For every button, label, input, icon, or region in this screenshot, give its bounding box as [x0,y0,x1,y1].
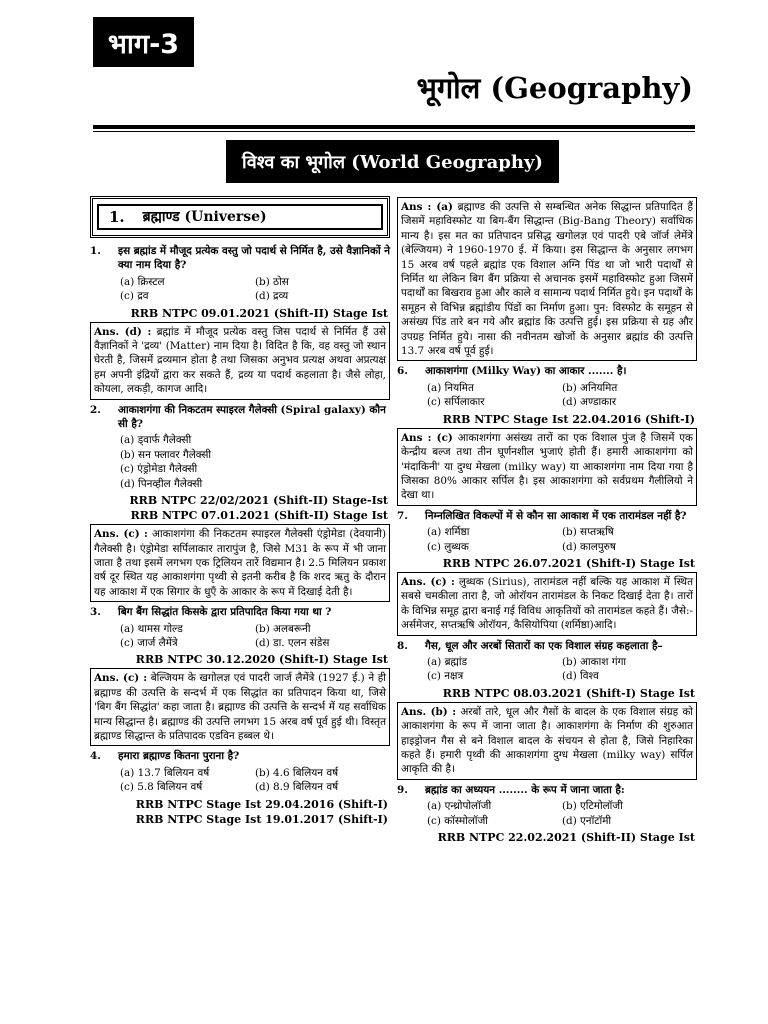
option-d: (d) एनॉटॉमी [562,814,612,827]
option-a: (a) ब्रह्मांड [427,655,468,668]
option-c: (c) कॉस्मोलॉजी [427,814,488,827]
exam-source: RRB NTPC 09.01.2021 (Shift-II) Stage Ist [130,306,388,320]
chapter-title: ब्रह्माण्ड (Universe) [142,208,267,225]
answer-box [397,702,697,780]
answer-text: अरबों तारे, धूल और गैसों के बादल के एक विशाल संग्रह को आकाशगंगा के रूप में जाना जाता है। आकाशगंगा के निर्माण की शुरुआत हाइड्रोजन गैस से बने विशाल बादल के संचयन से होता है, जिसे निहारिका कहते हैं। हमारी पृथ्वी की आकाशगंगा दुग्ध मेखला (milky way) सर्पिल आकृति की है। [401,705,693,776]
question-text: निम्नलिखित विकल्पों में से कौन सा आकाश में एक तारामंडल नहीं है? [425,509,687,522]
exam-source: RRB NTPC 26.07.2021 (Shift-I) Stage Ist [442,556,695,570]
option-a: (a) 13.7 बिलियन वर्ष [120,766,210,779]
question-number: 3. [90,606,101,619]
answer-label: Ans. (c) : [94,528,148,541]
question-3 [90,605,390,619]
option-b: (b) एटिमोलॉजी [562,800,623,813]
option-a: (a) एन्थ्रोपोलॉजी [427,800,492,813]
option-d: (d) 8.9 बिलियन वर्ष [255,781,339,794]
options [90,766,390,795]
question-text: आकाशगंगा (Milky Way) का आकार ....... है। [425,365,627,378]
exam-source: RRB NTPC Stage Ist 22.04.2016 (Shift-I) [442,412,695,426]
exam-source: RRB NTPC 08.03.2021 (Shift-I) Stage Ist [442,686,695,700]
question-number: 8. [397,639,408,652]
option-c: (c) द्रव [120,290,149,303]
section-title: विश्व का भूगोल (World Geography) [226,140,559,183]
question-text: बिग बैंग सिद्धांत किसके द्वारा प्रतिपादित किया गया था ? [118,606,332,619]
answer-label: Ans. (c) : [401,575,455,588]
answer-box [90,524,390,602]
option-b: (b) ठोस [255,275,289,288]
title-rule-thick [93,125,695,129]
exam-source: RRB NTPC 30.12.2020 (Shift-I) Stage Ist [135,653,388,667]
question-4 [90,749,390,763]
answer-box [90,668,390,746]
options [397,799,697,828]
option-b: (b) सन फ्लावर गैलेक्सी [120,448,212,461]
option-d: (d) विश्व [562,670,599,683]
options [397,525,697,554]
exam-source: RRB NTPC 22/02/2021 (Shift-II) Stage-Ist [129,494,388,508]
chapter-heading [90,196,390,238]
question-text: हमारा ब्रह्माण्ड कितना पुराना है? [118,750,240,763]
answer-label: Ans. (b) : [401,705,457,718]
option-a: (a) ड्वार्फ गैलेक्सी [120,434,192,447]
question-8 [397,639,697,653]
option-c: (c) लुब्धक [427,540,469,553]
exam-source: RRB NTPC 22.02.2021 (Shift-II) Stage Ist [437,831,695,845]
option-b: (b) 4.6 बिलियन वर्ष [255,766,339,779]
question-number: 1. [90,245,101,257]
question-7 [397,509,697,523]
question-text: इस ब्रह्मांड में मौजूद प्रत्येक वस्तु जो पदार्थ से निर्मित है, उसे वैज्ञानिकों ने क्या नाम दिया है? [118,245,391,272]
option-d: (d) पिनव्हील गैलेक्सी [120,477,203,490]
option-a: (a) नियमित [427,381,474,394]
options [397,655,697,684]
option-a: (a) क्रिस्टल [120,275,165,288]
answer-label: Ans : (a) [401,201,453,213]
part-label: भाग-3 [93,17,194,67]
option-c: (c) सर्पिलाकार [427,396,485,409]
option-b: (b) आकाश गंगा [562,655,627,668]
chapter-number: 1. [109,207,125,226]
question-number: 4. [90,750,101,763]
answer-box [397,197,697,361]
option-c: (c) नक्षत्र [427,670,464,683]
options [90,275,390,304]
answer-text: लुब्धक (Sirius), तारामंडल नहीं बल्कि यह आकाश में स्थित सबसे चमकीला तारा है, जो ओरॉयन तारामंडल के निकट दिखाई देता है। तारों के विभिन्न समूह द्वारा बनाई गई विविध आकृतियों को तारामंडल कहते हैं। जैसे:- अर्समेजर, सप्तऋषि ओरॉयन, कैसियोपिया (शर्मिष्ठा)आदि। [401,575,693,632]
option-d: (d) द्रव्य [255,290,289,303]
question-number: 6. [397,365,408,378]
option-c: (c) 5.8 बिलियन वर्ष [120,781,203,794]
answer-text: आकाशगंगा असंख्य तारों का एक विशाल पुंज है जिसमें एक केन्द्रीय बल्ज तथा तीन घूर्णनशील भुजाएं होती हैं। हमारी आकाशगंगा को 'मंदाकिनी' या दुग्ध मेखला (milky way) या आकाशगंगा नाम दिया गया है जिसका 80% आकार सर्पिल है। इस आकाशगंगा को सर्वप्रथम गैलीलियो ने देखा था। [401,431,693,502]
options [397,381,697,410]
left-column [90,196,390,827]
question-text: गैस, धूल और अरबों सितारों का एक विशाल संग्रह कहलाता है– [425,639,663,652]
answer-text: ब्रह्मांड में मौजूद प्रत्येक वस्तु जिस पदार्थ से निर्मित हैं उसे वैज्ञानिकों ने 'द्रव्य' (Matter) नाम दिया है। विदित है कि, वह वस्तु जो स्थान घेरती है, जिसमें द्रव्यमान होता है तथा जिसका अनुभव प्रत्यक्ष अथवा अप्रत्यक्ष हम अपनी इंद्रियों द्वारा कर सकते हैं, द्रव्य या पदार्थ कहलाता है। जैसे लोहा, कोयला, लकड़ी, कागज आदि। [94,325,386,396]
answer-text: आकाशगंगा की निकटतम स्पाइरल गैलेक्सी एंड्रोमेडा (देवयानी) गैलेक्सी है। एंड्रोमेडा सर्पिलाकार तारापुंज है, जिसे M31 के रूप में भी जाना जाता है तथा इसमें लगभग एक ट्रिलियन तारें विद्यमान है। 2.5 मिलियन प्रकाश वर्ष दूर स्थित यह आकाशगंगा पृथ्वी से इतनी करीब है कि शरद ऋतु के दौरान यह आकाश में एक सिगार के धुएँ के आकार के रूप में दिखाई देती है। [94,528,386,598]
option-d: (d) अण्डाकार [562,396,617,409]
answer-label: Ans. (d) : [94,325,152,338]
option-b: (b) अलबरूनी [255,622,311,635]
question-number: 9. [397,783,408,796]
answer-box [90,322,390,400]
question-text: आकाशगंगा की निकटतम स्पाइरल गैलेक्सी (Spiral galaxy) कौन सी है? [118,403,386,431]
options [90,433,390,491]
exam-source: RRB NTPC Stage Ist 19.01.2017 (Shift-I) [135,812,388,826]
exam-source: RRB NTPC Stage Ist 29.04.2016 (Shift-I) [135,797,388,811]
answer-label: Ans. (c) : [94,672,148,685]
answer-box [397,572,697,636]
option-c: (c) एंड्रोमेडा गैलेक्सी [120,463,198,476]
question-6 [397,364,697,378]
option-b: (b) सप्तऋषि [562,526,614,539]
question-1 [90,244,390,273]
option-a: (a) थामस गोल्ड [120,622,183,635]
option-c: (c) जार्ज लैमेंत्रे [120,636,178,649]
question-number: 2. [90,403,101,416]
question-9 [397,783,697,797]
options [90,622,390,651]
option-a: (a) शर्मिष्ठा [427,526,470,539]
answer-text: ब्रह्माण्ड की उत्पत्ति से सम्बन्धित अनेक सिद्धान्त प्रतिपादित हैं जिसमें महाविस्फोट या बिग-बैंग सिद्धान्त (Big-Bang Theory) सर्वाधिक मान्य है। इस मत का प्रतिपादन प्रसिद्ध खगोलज्ञ एवं पादरी एबे जॉर्ज लेमेंत्रे (बेल्जियम) ने 1960-1970 ई. में किया। इस सिद्धान्त के अनुसार लगभग 15 अरब वर्ष पहले ब्रह्मांड एक विशाल अग्नि पिंड था जो भारी पदार्थों से निर्मित था लेकिन बिग बैंग प्रक्रिया से अचानक इसमें महाविस्फोट हुआ जिसमें पदार्थों का बिखराव हुआ और काले व सामान्य पदार्थ निर्मित हुये। इन पदार्थों के समूहन से विभिन्न ब्रह्मांडीय पिंडों का निर्माण हुआ। पुन: विस्फोट के समूहन से असंख्य पिंड तारे बन गये और ब्रह्मांड कि उत्पत्ति हुई। इस प्रक्रिया से ग्रह और उपग्रह निर्मित हुये। नासा की नवीनतम खोजों के अनुसार ब्रह्मांड की उत्पत्ति 13.7 अरब वर्ष पूर्व हुई। [401,201,693,358]
answer-text: बेल्जियम के खगोलज्ञ एवं पादरी जार्ज लैमेंत्रे (1927 ई.) ने ही ब्रह्माण्ड की उत्पत्ति के सन्दर्भ में एक सिद्धांत का प्रतिपादन किया था, जिसे 'बिग बैंग सिद्धांत' कहा जाता है। ब्रह्माण्ड की उत्पत्ति के सन्दर्भ में यह सर्वाधिक मान्य सिद्धान्त है। ब्रह्माण्ड की उत्पत्ति लगभग 15 अरब वर्ष पूर्व हुई थी। विस्तृत ब्रह्माण्ड सिद्धान्त के प्रतिपादक एडविन हब्बल थे। [94,672,386,742]
subject-title: भूगोल (Geography) [416,71,693,105]
exam-source: RRB NTPC 07.01.2021 (Shift-II) Stage Ist [130,509,388,523]
question-text: ब्रह्मांड का अध्ययन ........ के रूप में जाना जाता है: [425,783,625,796]
answer-box [397,428,697,506]
right-column [397,196,697,845]
title-rule-thin [93,131,695,132]
question-number: 7. [397,509,408,522]
answer-label: Ans : (c) [401,431,453,444]
option-b: (b) अनियमित [562,381,618,394]
question-2 [90,403,390,432]
option-d: (d) कालपुरुष [562,540,616,553]
option-d: (d) डा. एलन संडेस [255,636,330,649]
